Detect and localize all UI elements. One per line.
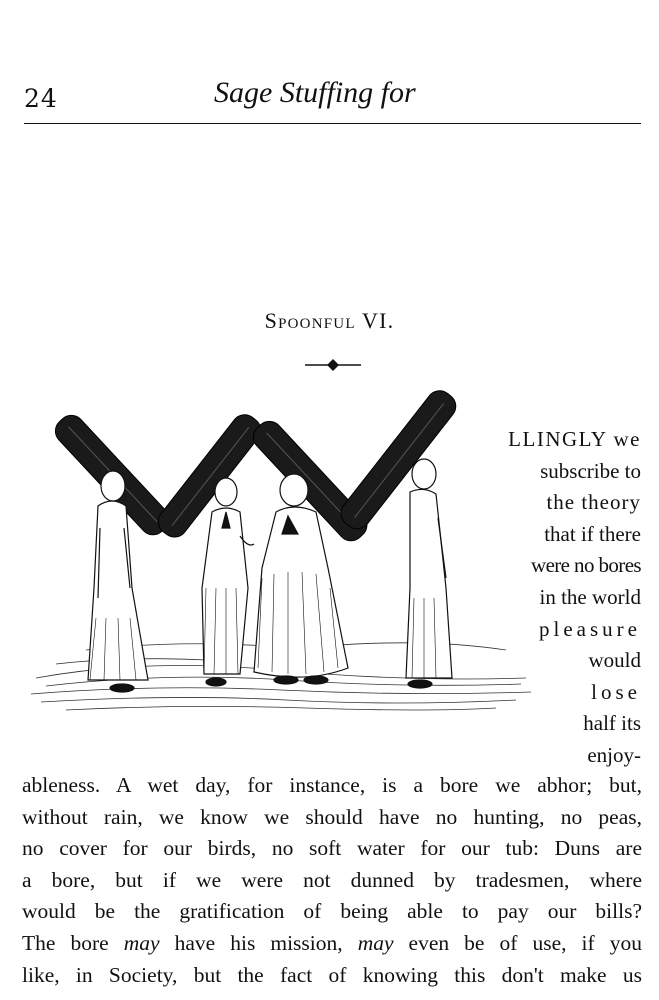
- wrapped-line: would: [588, 648, 641, 673]
- page-number: 24: [24, 84, 58, 113]
- body-paragraph: [22, 770, 642, 991]
- body-line: a bore, but if we were not dunned by tradesmen, where: [22, 867, 642, 892]
- wrapped-line: subscribe to: [540, 458, 641, 483]
- dropcap-continuation: LLINGLY we: [508, 427, 641, 451]
- wrapped-line: enjoy-: [587, 742, 641, 767]
- figure-center-left: [202, 478, 254, 686]
- section-title-text: Spoonful VI.: [264, 308, 395, 333]
- ornament-divider: [305, 357, 361, 373]
- wrapped-line: lose: [591, 679, 641, 704]
- body-line: without rain, we know we should have no hunting, no peas,: [22, 804, 642, 829]
- section-title: [0, 308, 659, 334]
- body-line: would be the gratification of being able to pay our bills?: [22, 899, 642, 924]
- page-header: [24, 76, 641, 122]
- running-title: Sage Stuffing for: [214, 76, 416, 109]
- wrapped-line: pleasure: [539, 616, 641, 641]
- wrapped-line: half its: [583, 711, 641, 736]
- emphasis-may: may: [357, 930, 394, 955]
- emphasis-may: may: [123, 930, 160, 955]
- body-text-segment: even be of use, if you: [393, 930, 642, 955]
- body-line-with-emphasis: [22, 928, 642, 960]
- wrapped-text-column: [441, 424, 641, 772]
- body-line: ableness. A wet day, for instance, is a bore we abhor; but,: [22, 773, 642, 797]
- body-text-segment: have his mission,: [159, 930, 358, 955]
- body-line: no cover for our birds, no soft water for our tub: Duns are: [22, 836, 642, 861]
- wrapped-line: in the world: [539, 584, 641, 609]
- body-line: like, in Society, but the fact of knowing this don't make us: [22, 962, 642, 987]
- wrapped-line: that if there: [544, 521, 641, 546]
- wrapped-line: were no bores: [531, 553, 641, 578]
- body-text-segment: The bore: [22, 930, 124, 955]
- header-rule: [24, 123, 641, 124]
- wrapped-line: the theory: [546, 490, 641, 515]
- dropcap-continuation-line: [441, 424, 641, 456]
